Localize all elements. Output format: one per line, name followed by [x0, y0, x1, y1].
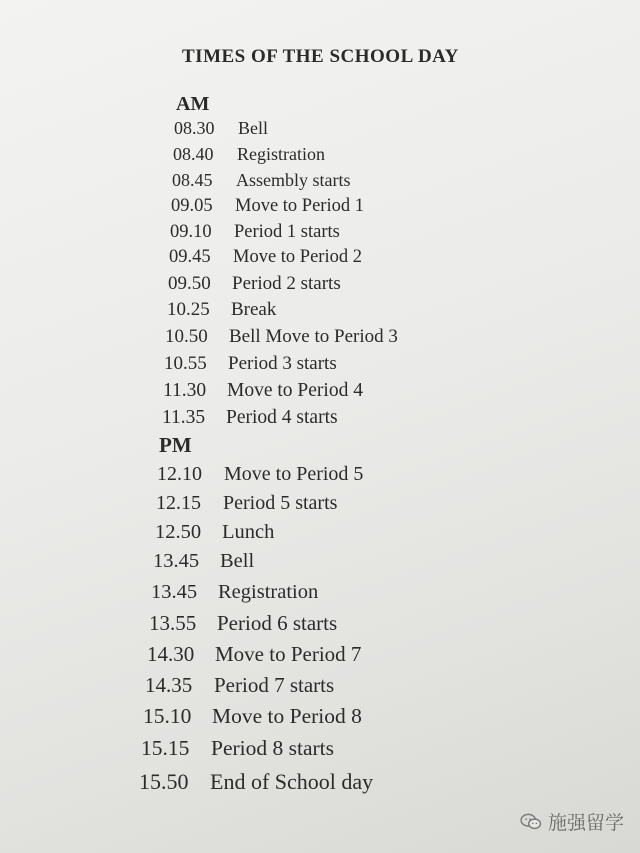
schedule-row	[173, 144, 325, 165]
schedule-row	[147, 642, 361, 667]
row-event: Period 8 starts	[211, 736, 335, 760]
row-event: Move to Period 5	[224, 463, 364, 485]
row-time: 15.15	[141, 736, 190, 760]
row-event: Bell	[238, 118, 268, 138]
row-time: 12.50	[155, 521, 202, 543]
row-time: 09.45	[169, 247, 211, 267]
watermark	[520, 808, 624, 835]
watermark-text: 施强留学	[547, 812, 624, 834]
schedule-row	[139, 769, 373, 795]
am-label: AM	[176, 93, 210, 115]
row-event: Lunch	[222, 521, 275, 543]
schedule-row	[164, 353, 337, 375]
schedule-row	[163, 380, 363, 402]
row-time: 12.10	[157, 463, 202, 485]
row-event: Move to Period 2	[233, 247, 362, 267]
row-time: 09.05	[171, 196, 213, 216]
schedule-row	[157, 463, 363, 486]
row-event: Registration	[237, 144, 325, 164]
row-time: 11.30	[163, 380, 207, 401]
row-event: Period 5 starts	[223, 492, 338, 514]
schedule-row	[171, 196, 364, 217]
row-event: Period 6 starts	[217, 611, 338, 635]
pm-label: PM	[159, 433, 192, 457]
row-time: 10.55	[164, 353, 207, 374]
schedule-row	[162, 407, 338, 429]
row-event: Period 7 starts	[214, 673, 335, 697]
schedule-row	[143, 704, 362, 729]
row-event: Assembly starts	[236, 170, 351, 190]
schedule-row	[168, 273, 341, 295]
row-time: 13.45	[153, 550, 200, 572]
row-time: 08.45	[172, 170, 213, 190]
schedule-row	[155, 521, 274, 544]
row-event: Move to Period 7	[215, 642, 362, 666]
schedule-row	[145, 673, 334, 698]
row-event: Break	[231, 299, 277, 320]
row-time: 14.30	[147, 642, 195, 666]
row-time: 12.15	[156, 492, 201, 514]
row-event: Period 1 starts	[234, 222, 340, 242]
schedule-row	[151, 581, 318, 604]
row-time: 10.50	[165, 326, 208, 347]
schedule-row	[167, 299, 276, 321]
row-time: 09.50	[168, 273, 211, 294]
row-event: End of School day	[210, 769, 374, 794]
row-time: 08.40	[173, 144, 214, 164]
row-time: 15.10	[143, 704, 192, 728]
row-time: 11.35	[162, 407, 206, 428]
row-time: 08.30	[174, 118, 215, 138]
schedule-row	[172, 170, 351, 191]
row-time: 10.25	[167, 299, 210, 320]
row-time: 15.50	[139, 769, 189, 794]
row-event: Move to Period 4	[227, 380, 363, 401]
row-event: Period 2 starts	[232, 273, 341, 294]
schedule-row	[169, 247, 362, 268]
schedule-row	[174, 118, 268, 139]
schedule-row	[149, 611, 337, 636]
row-event: Registration	[218, 581, 319, 603]
row-time: 09.10	[170, 222, 212, 242]
row-event: Period 3 starts	[228, 353, 337, 374]
row-event: Bell	[220, 550, 255, 572]
row-time: 13.55	[149, 611, 197, 635]
wechat-icon	[520, 813, 542, 831]
row-event: Move to Period 1	[235, 196, 364, 216]
page-title: TIMES OF THE SCHOOL DAY	[182, 46, 459, 67]
schedule-row	[153, 550, 254, 573]
schedule-row	[141, 736, 334, 761]
row-event: Move to Period 8	[212, 704, 362, 728]
row-event: Period 4 starts	[226, 407, 338, 428]
schedule-row	[156, 492, 337, 515]
row-event: Bell Move to Period 3	[229, 326, 398, 347]
schedule-row	[165, 326, 398, 348]
row-time: 13.45	[151, 581, 198, 603]
row-time: 14.35	[145, 673, 193, 697]
schedule-row	[170, 222, 340, 243]
